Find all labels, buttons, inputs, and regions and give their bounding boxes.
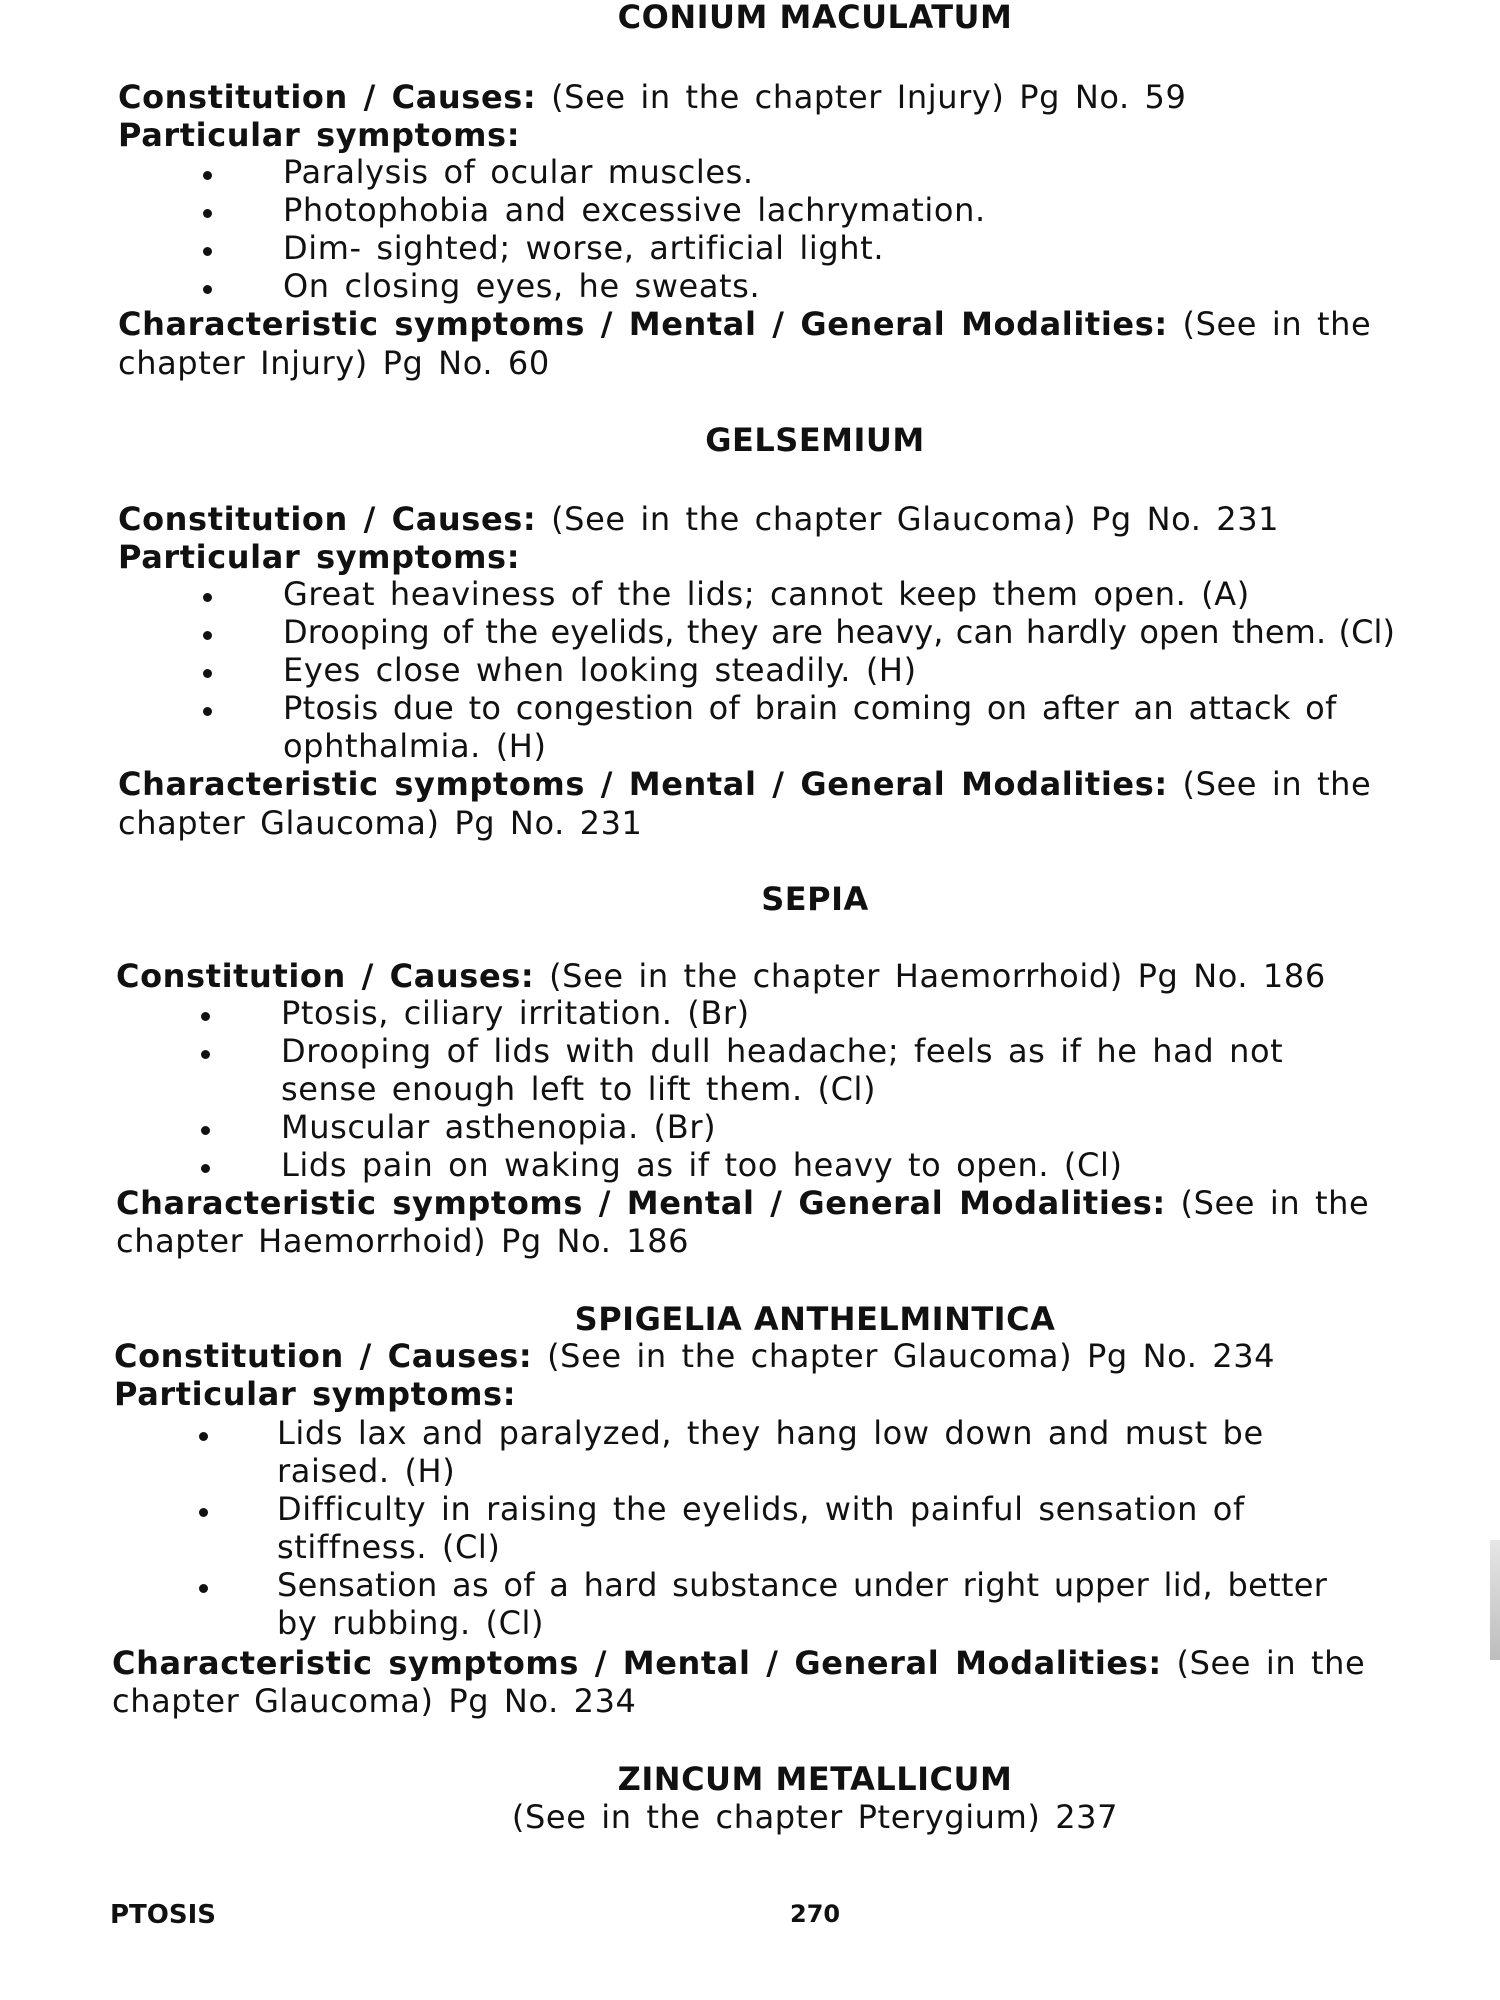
bullet-icon [203, 593, 212, 602]
bullet-text: Lids pain on waking as if too heavy to open. (Cl) [281, 1146, 1123, 1184]
constitution-line [116, 957, 1326, 995]
bullet-icon [199, 1584, 208, 1593]
bullet-text: Ptosis, ciliary irritation. (Br) [281, 994, 750, 1032]
constitution-line [118, 500, 1279, 538]
bullet-icon [203, 171, 212, 180]
characteristic-line: Characteristic symptoms / Mental / General Modalities: (See in the [118, 765, 1372, 803]
section-title-spigelia: SPIGELIA ANTHELMINTICA [574, 1300, 1056, 1338]
bullet-text-continued: sense enough left to lift them. (Cl) [281, 1070, 877, 1108]
bullet-icon [203, 285, 212, 294]
constitution-line [118, 78, 1186, 116]
characteristic-ref: chapter Injury) Pg No. 60 [118, 344, 550, 382]
bullet-text: Ptosis due to congestion of brain coming on after an attack of [283, 689, 1337, 727]
bullet-text: Photophobia and excessive lachrymation. [283, 191, 986, 229]
constitution-label: Constitution / Causes: [114, 1337, 533, 1375]
characteristic-line: Characteristic symptoms / Mental / General Modalities: (See in the [118, 305, 1372, 343]
constitution-ref: (See in the chapter Glaucoma) Pg No. 234 [532, 1337, 1276, 1375]
bullet-text: Paralysis of ocular muscles. [283, 153, 754, 191]
bullet-icon [203, 247, 212, 256]
bullet-text: Muscular asthenopia. (Br) [281, 1108, 717, 1146]
bullet-text: Great heaviness of the lids; cannot keep them open. (A) [283, 575, 1250, 613]
characteristic-label: Characteristic symptoms / Mental / General Modalities: [116, 1184, 1166, 1222]
characteristic-label: Characteristic symptoms / Mental / General Modalities: [112, 1644, 1162, 1682]
particular-label: Particular symptoms: [114, 1375, 517, 1413]
bullet-text: Eyes close when looking steadily. (H) [283, 651, 917, 689]
section-title-zincum: ZINCUM METALLICUM [617, 1760, 1013, 1798]
section-title-conium: CONIUM MACULATUM [617, 0, 1013, 36]
characteristic-ref: chapter Haemorrhoid) Pg No. 186 [116, 1222, 690, 1260]
footer-chapter-name: PTOSIS [110, 1900, 217, 1930]
bullet-icon [201, 1012, 210, 1021]
particular-label: Particular symptoms: [118, 116, 521, 154]
bullet-icon [201, 1164, 210, 1173]
bullet-text: Difficulty in raising the eyelids, with painful sensation of [277, 1490, 1245, 1528]
constitution-ref: (See in the chapter Haemorrhoid) Pg No. 186 [534, 957, 1326, 995]
section-title-gelsemium: GELSEMIUM [705, 421, 925, 459]
characteristic-label: Characteristic symptoms / Mental / General Modalities: [118, 305, 1168, 343]
bullet-icon [201, 1126, 210, 1135]
bullet-icon [201, 1050, 210, 1059]
characteristic-line: Characteristic symptoms / Mental / General Modalities: (See in the [116, 1184, 1370, 1222]
bullet-icon [203, 669, 212, 678]
characteristic-ref: chapter Glaucoma) Pg No. 231 [118, 804, 643, 842]
constitution-label: Constitution / Causes: [118, 500, 537, 538]
constitution-label: Constitution / Causes: [116, 957, 535, 995]
bullet-text: Drooping of lids with dull headache; feels as if he had not [281, 1032, 1284, 1070]
bullet-text-continued: raised. (H) [277, 1452, 456, 1490]
scan-edge-artifact [1490, 1540, 1500, 1660]
bullet-icon [199, 1432, 208, 1441]
constitution-label: Constitution / Causes: [118, 78, 537, 116]
constitution-ref: (See in the chapter Glaucoma) Pg No. 231 [536, 500, 1280, 538]
bullet-icon [199, 1508, 208, 1517]
bullet-text-continued: by rubbing. (Cl) [277, 1604, 545, 1642]
section-title-sepia: SEPIA [761, 880, 869, 918]
bullet-text: Lids lax and paralyzed, they hang low down and must be [277, 1414, 1264, 1452]
bullet-icon [203, 707, 212, 716]
bullet-icon [203, 631, 212, 640]
particular-label: Particular symptoms: [118, 538, 521, 576]
characteristic-line: Characteristic symptoms / Mental / General Modalities: (See in the [112, 1644, 1366, 1682]
bullet-icon [203, 209, 212, 218]
bullet-text: Sensation as of a hard substance under right upper lid, better [277, 1566, 1328, 1604]
constitution-line [114, 1337, 1275, 1375]
bullet-text: On closing eyes, he sweats. [283, 267, 761, 305]
bullet-text: Dim- sighted; worse, artificial light. [283, 229, 885, 267]
bullet-text-continued: ophthalmia. (H) [283, 727, 547, 765]
zincum-reference: (See in the chapter Pterygium) 237 [511, 1798, 1119, 1836]
characteristic-label: Characteristic symptoms / Mental / General Modalities: [118, 765, 1168, 803]
constitution-ref: (See in the chapter Injury) Pg No. 59 [536, 78, 1187, 116]
bullet-text: Drooping of the eyelids, they are heavy, can hardly open them. (Cl) [283, 613, 1396, 651]
bullet-text-continued: stiffness. (Cl) [277, 1528, 501, 1566]
characteristic-ref: chapter Glaucoma) Pg No. 234 [112, 1682, 637, 1720]
footer-page-number: 270 [790, 1900, 841, 1928]
